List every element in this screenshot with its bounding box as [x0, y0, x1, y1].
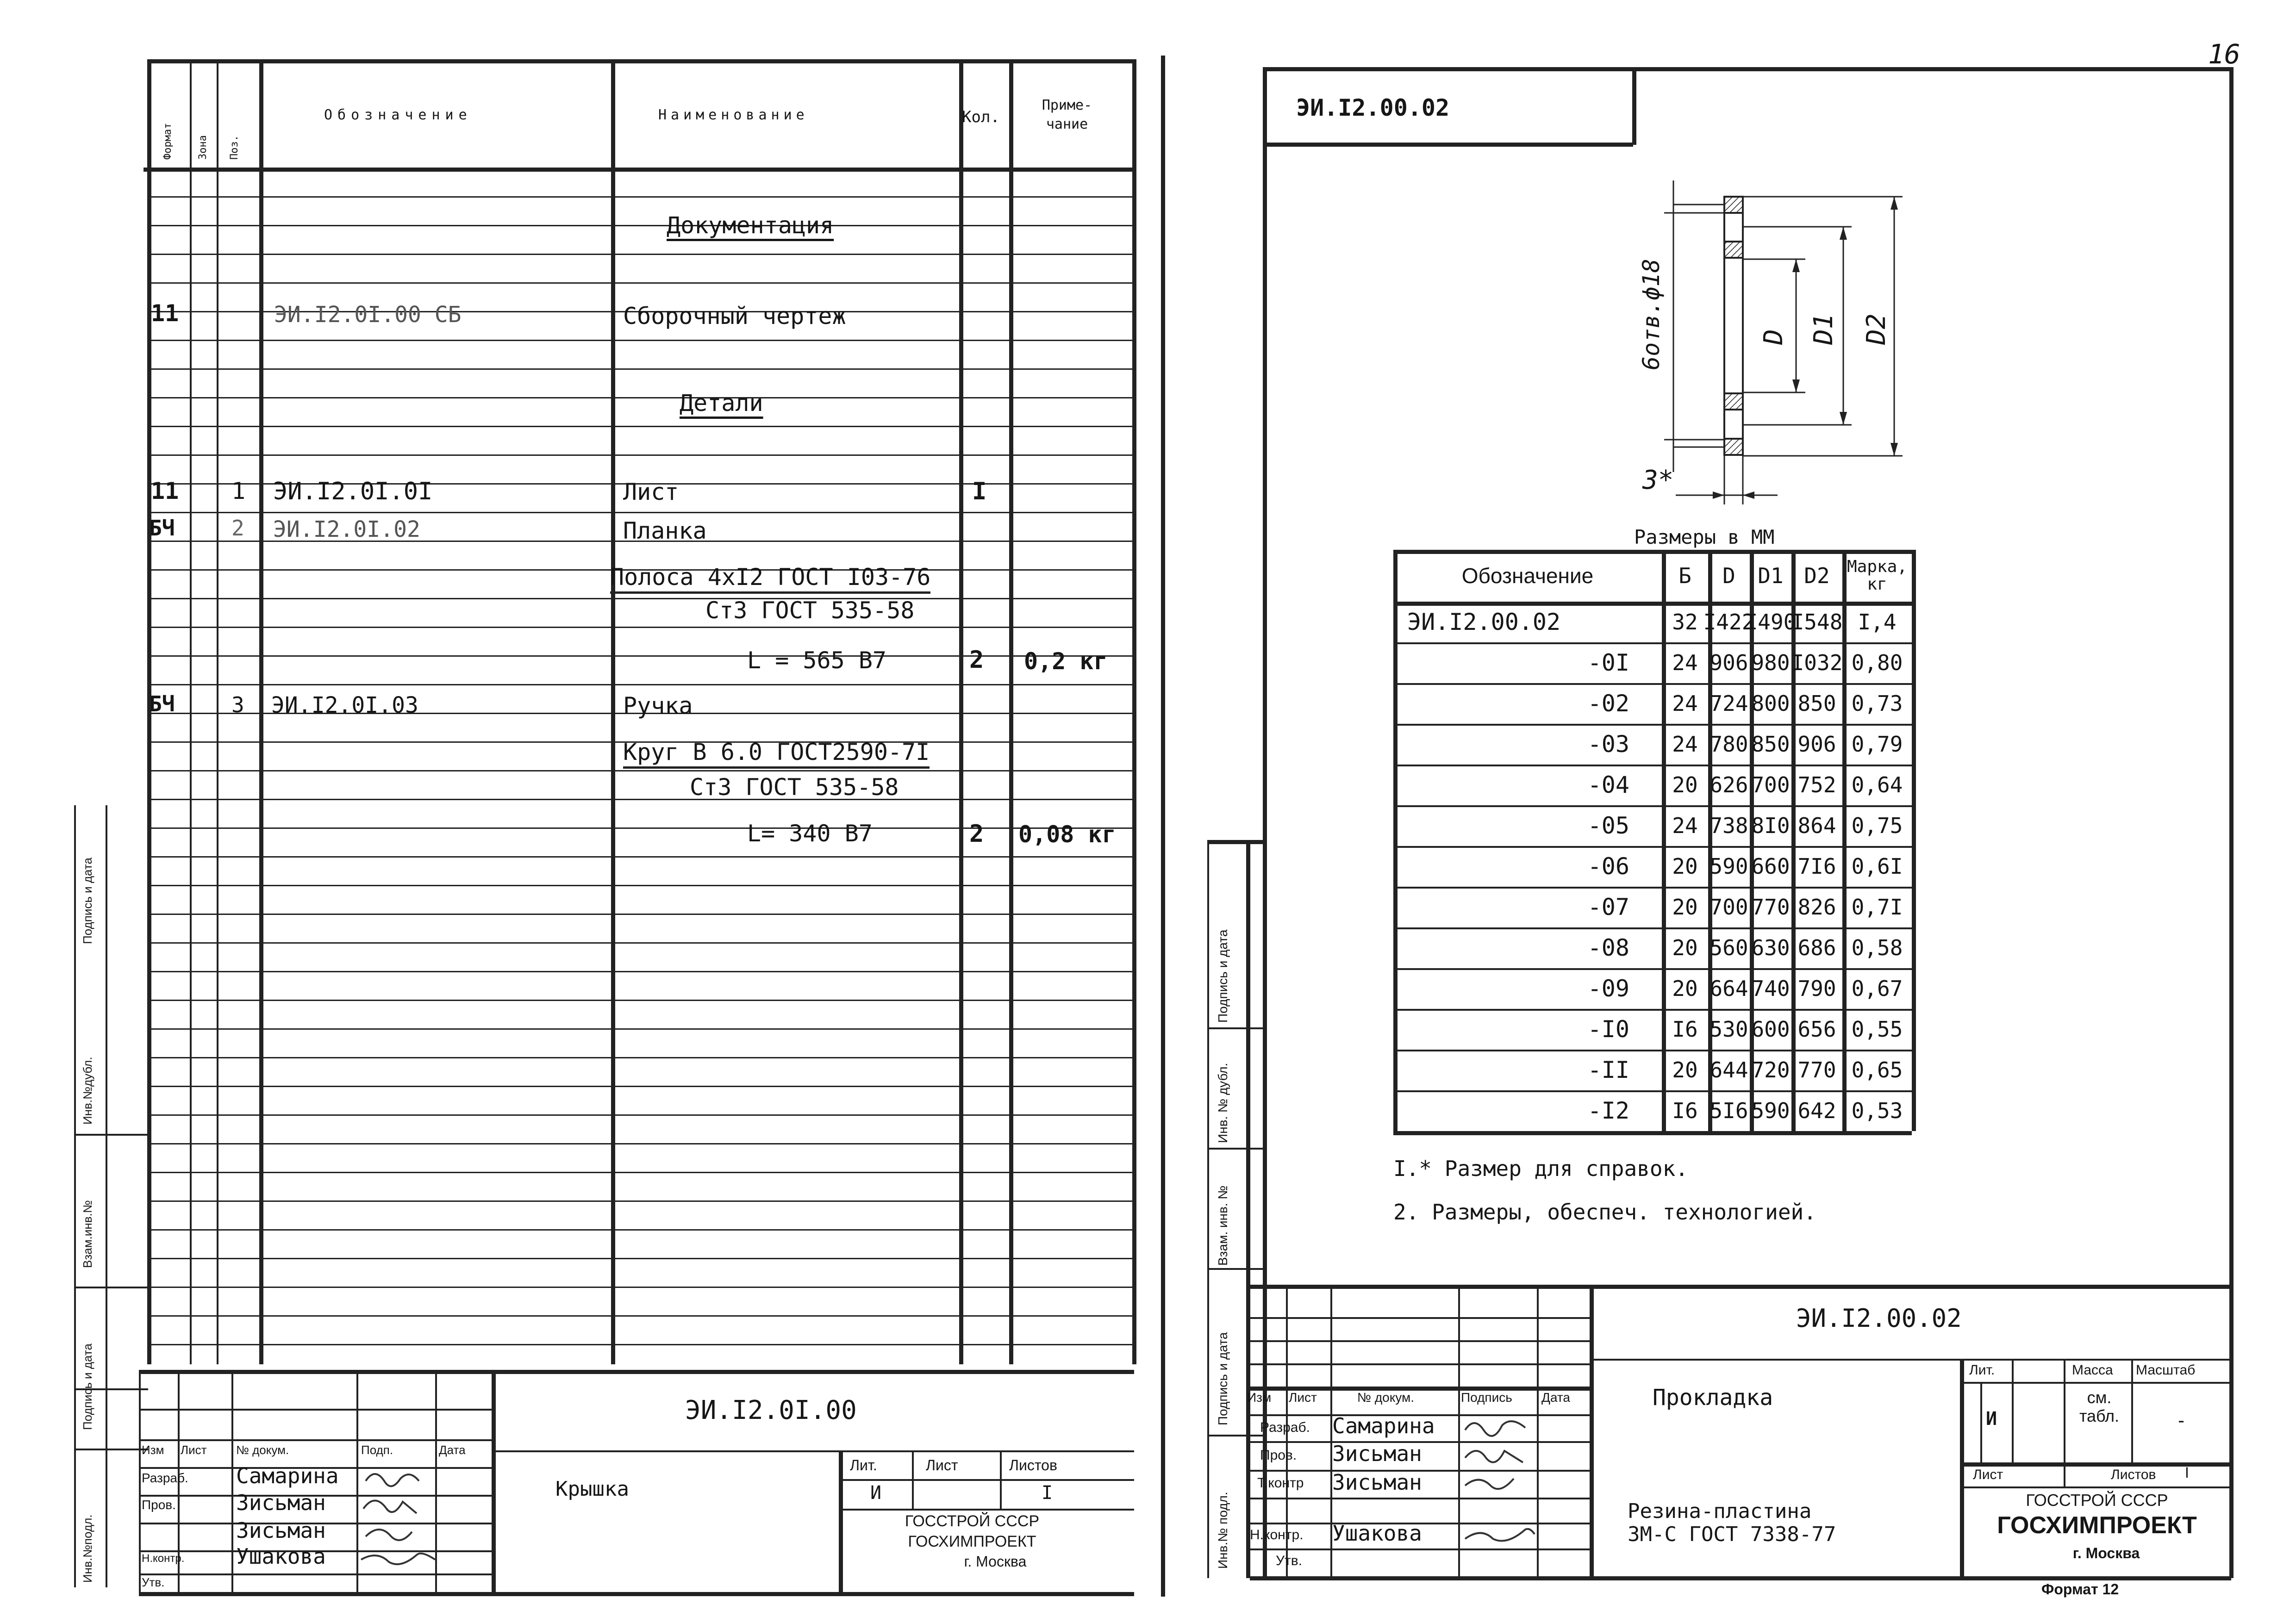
dim-d-label: D — [1759, 329, 1789, 345]
table-value-cell: 24 — [1672, 650, 1698, 675]
signature-scribbles — [356, 1467, 444, 1573]
table-value-cell: I490 — [1745, 609, 1797, 634]
section-parts: Детали — [680, 390, 763, 417]
tb-role: Разраб. — [142, 1471, 188, 1485]
spec-row-line — [147, 282, 1134, 284]
table-value-cell: 24 — [1672, 732, 1698, 757]
tb-role: Т.контр — [1257, 1475, 1304, 1491]
tb-person: Самарина — [236, 1463, 339, 1488]
left-stamp-4: Инв.№дубл. — [81, 1057, 94, 1125]
table-value-cell: 0,65 — [1851, 1057, 1903, 1082]
spec-row-line — [147, 454, 1134, 456]
dim-d2-label: D2 — [1861, 313, 1891, 345]
table-value-cell: 530 — [1710, 1017, 1748, 1042]
right-stamp-2: Подпись и дата — [1216, 1332, 1230, 1425]
tb-org-3: г. Москва — [964, 1553, 1027, 1570]
table-designation-cell: -I0 — [1587, 1016, 1629, 1043]
table-value-cell: 660 — [1751, 854, 1790, 879]
spec-row-line — [147, 1172, 1134, 1173]
table-value-cell: 720 — [1751, 1057, 1790, 1082]
spec-row-line — [147, 1086, 1134, 1087]
header-name: Наименование — [658, 107, 809, 123]
table-header-cell: D1 — [1758, 563, 1784, 588]
row-name: L = 565 В7 — [747, 647, 887, 674]
spec-row-line — [147, 368, 1134, 370]
table-value-cell: 0,53 — [1851, 1098, 1903, 1123]
tb-org-2: ГОСХИМПРОЕКТ — [1997, 1512, 2197, 1539]
material-1: Резина-пластина — [1628, 1499, 1812, 1523]
spec-row-line — [147, 254, 1134, 255]
row-name: L= 340 В7 — [747, 820, 873, 847]
title-designation: ЭИ.I2.00.02 — [1796, 1304, 1962, 1333]
row-qty: I — [972, 478, 987, 505]
table-value-cell: 0,6I — [1851, 854, 1903, 879]
table-header-cell: Обозначение — [1461, 564, 1594, 588]
table-header-cell: Марка, кг — [1847, 557, 1908, 594]
tb-lit-value: И — [870, 1482, 882, 1504]
table-value-cell: 738 — [1710, 813, 1748, 838]
table-value-cell: 20 — [1672, 772, 1698, 797]
table-value-cell: 826 — [1797, 895, 1836, 920]
tb-person: Зисьман — [1332, 1441, 1422, 1466]
table-value-cell: 724 — [1710, 691, 1748, 716]
table-value-cell: 24 — [1672, 813, 1698, 838]
row-designation: ЭИ.I2.0I.00 СБ — [274, 302, 462, 328]
page-number: 16 — [2208, 38, 2240, 70]
table-value-cell: I6 — [1672, 1017, 1698, 1042]
right-stamp-5: Подпись и дата — [1216, 929, 1230, 1023]
left-stamp-2: Подпись и дата — [81, 1343, 94, 1430]
section-documentation: Документация — [667, 212, 834, 239]
holes-label: 6отв.ϕ18 — [1638, 259, 1665, 370]
row-pos: 2 — [231, 516, 244, 541]
table-value-cell: I,4 — [1858, 609, 1897, 634]
header-designation: Обозначение — [324, 107, 472, 123]
header-note: Приме- чание — [1042, 97, 1092, 132]
row-qty: 2 — [969, 646, 984, 674]
table-value-cell: 20 — [1672, 895, 1698, 920]
tb-role: Н.контр. — [1250, 1527, 1304, 1542]
table-value-cell: 590 — [1710, 854, 1748, 879]
table-designation-cell: -09 — [1587, 975, 1629, 1002]
table-designation-cell: -02 — [1587, 690, 1629, 717]
table-value-cell: 630 — [1751, 935, 1790, 960]
table-value-cell: I032 — [1791, 650, 1843, 675]
row-name: Ручка — [623, 692, 693, 719]
tb-sheets-label: Листов — [2111, 1467, 2156, 1482]
table-designation-cell: -06 — [1587, 853, 1629, 880]
tb-header: Лист — [181, 1443, 207, 1457]
table-value-cell: 752 — [1797, 772, 1836, 797]
tb-header: Лист — [1289, 1390, 1317, 1405]
header-format: Формат — [162, 123, 174, 160]
table-value-cell: 980 — [1751, 650, 1790, 675]
table-designation-cell: -II — [1587, 1057, 1629, 1083]
row-pos: 3 — [231, 692, 244, 717]
tb-person: Зисьман — [236, 1490, 326, 1515]
table-value-cell: I422 — [1703, 609, 1755, 634]
dim-d1-label: D1 — [1809, 313, 1839, 345]
table-value-cell: 656 — [1797, 1017, 1836, 1042]
table-value-cell: 770 — [1751, 895, 1790, 920]
spec-row-line — [147, 627, 1134, 628]
right-stamp-1: Инв.№ подл. — [1216, 1492, 1230, 1569]
table-designation-cell: -08 — [1587, 934, 1629, 961]
table-value-cell: 850 — [1797, 691, 1836, 716]
table-value-cell: 20 — [1672, 976, 1698, 1001]
spec-row-line — [147, 914, 1134, 915]
spec-row-line — [147, 1028, 1134, 1030]
table-value-cell: 0,7I — [1851, 895, 1903, 920]
tb-person: Ушакова — [1332, 1521, 1422, 1546]
row-name: Лист — [623, 479, 679, 505]
note-1: I.* Размер для справок. — [1393, 1156, 1688, 1181]
table-value-cell: 0,64 — [1851, 772, 1903, 797]
table-value-cell: 686 — [1797, 935, 1836, 960]
spec-row-line — [147, 426, 1134, 427]
table-header-cell: D2 — [1804, 563, 1830, 588]
table-value-cell: 0,67 — [1851, 976, 1903, 1001]
table-value-cell: 0,79 — [1851, 732, 1903, 757]
table-value-cell: 0,80 — [1851, 650, 1903, 675]
title-designation: ЭИ.I2.0I.00 — [685, 1395, 857, 1425]
tb-person: Зисьман — [1332, 1470, 1422, 1495]
spec-row-line — [147, 942, 1134, 944]
spec-row-line — [147, 827, 1134, 829]
tb-org-3: г. Москва — [2072, 1545, 2140, 1561]
tb-org-1: ГОССТРОЙ СССР — [2026, 1491, 2168, 1510]
table-designation-cell: -0I — [1587, 649, 1629, 676]
table-value-cell: 644 — [1710, 1057, 1748, 1082]
tb-person: Самарина — [1332, 1413, 1435, 1438]
signature-scribbles — [1458, 1412, 1541, 1550]
table-value-cell: 600 — [1751, 1017, 1790, 1042]
tb-role: Утв. — [1276, 1553, 1303, 1568]
table-value-cell: 7I6 — [1797, 854, 1836, 879]
spec-row-line — [147, 1143, 1134, 1144]
tb-sheet-label: Лист — [1973, 1467, 2003, 1482]
header-qty: Кол. — [962, 108, 1000, 126]
spec-row-line — [147, 1200, 1134, 1202]
spec-row-line — [147, 1229, 1134, 1231]
table-value-cell: 0,75 — [1851, 813, 1903, 838]
spec-row-line — [147, 885, 1134, 886]
table-value-cell: 0,73 — [1851, 691, 1903, 716]
row-name: Круг В 6.0 ГОСТ2590-7I — [623, 740, 930, 769]
tb-role: Пров. — [142, 1498, 176, 1512]
table-rule — [1393, 1131, 1912, 1135]
table-value-cell: 770 — [1797, 1057, 1836, 1082]
table-value-cell: 700 — [1751, 772, 1790, 797]
spec-row-line — [147, 340, 1134, 341]
row-format: БЧ — [149, 516, 175, 541]
table-value-cell: 20 — [1672, 1057, 1698, 1082]
table-value-cell: 20 — [1672, 854, 1698, 879]
tb-lit-value: И — [1986, 1408, 1997, 1430]
material-2: 3М-С ГОСТ 7338-77 — [1628, 1523, 1836, 1546]
row-qty: 2 — [969, 820, 984, 848]
row-name: Сборочный чертеж — [623, 303, 846, 330]
table-value-cell: 800 — [1751, 691, 1790, 716]
table-value-cell: 780 — [1710, 732, 1748, 757]
table-designation-cell: -04 — [1587, 771, 1629, 798]
row-designation: ЭИ.I2.0I.02 — [273, 516, 420, 542]
table-value-cell: 0,58 — [1851, 935, 1903, 960]
table-designation-cell: ЭИ.I2.00.02 — [1407, 609, 1561, 635]
left-stamp-3: Взам.инв.№ — [81, 1200, 94, 1268]
tb-header: Подп. — [361, 1443, 393, 1457]
row-note: 0,2 кг — [1024, 648, 1108, 675]
table-value-cell: 850 — [1751, 732, 1790, 757]
table-value-cell: 740 — [1751, 976, 1790, 1001]
spec-row-line — [147, 684, 1134, 685]
row-pos: 1 — [231, 478, 246, 504]
table-value-cell: 642 — [1797, 1098, 1836, 1123]
table-rule — [1912, 550, 1916, 1131]
tb-header: Изм — [142, 1443, 164, 1457]
tb-org-2: ГОСХИМПРОЕКТ — [908, 1533, 1036, 1550]
table-designation-cell: -I2 — [1587, 1097, 1629, 1124]
table-value-cell: 700 — [1710, 895, 1748, 920]
row-name: Ст3 ГОСТ 535-58 — [705, 597, 915, 624]
left-stamp-1: Инв.№подл. — [81, 1514, 94, 1583]
spec-row-line — [147, 397, 1134, 398]
table-value-cell: 664 — [1710, 976, 1748, 1001]
spec-row-line — [147, 799, 1134, 800]
table-designation-cell: -03 — [1587, 731, 1629, 758]
table-header-cell: D — [1722, 563, 1735, 588]
spec-row-line — [147, 971, 1134, 972]
note-2: 2. Размеры, обеспеч. технологией. — [1393, 1200, 1816, 1225]
table-value-cell: I548 — [1791, 609, 1843, 634]
tb-mass-label: Масса — [2072, 1362, 2113, 1378]
tb-sheets-value: I — [2185, 1464, 2189, 1481]
title-name: Прокладка — [1653, 1385, 1773, 1411]
tb-header: № докум. — [1357, 1390, 1415, 1405]
tb-header: № докум. — [236, 1443, 289, 1457]
tb-header: Дата — [1541, 1390, 1571, 1405]
tb-sheet-label: Лист — [926, 1457, 958, 1474]
title-name: Крышка — [555, 1477, 629, 1501]
spec-row-line — [147, 225, 1134, 226]
table-designation-cell: -05 — [1587, 812, 1629, 839]
table-value-cell: 906 — [1710, 650, 1748, 675]
sheet-divider — [1161, 56, 1165, 1597]
table-header-cell: Б — [1678, 563, 1691, 588]
spec-row-line — [147, 1258, 1134, 1259]
tb-role: Н.контр. — [142, 1552, 185, 1565]
tb-sheets-label: Листов — [1009, 1457, 1057, 1474]
spec-row-line — [147, 598, 1134, 599]
tb-role: Пров. — [1260, 1448, 1297, 1463]
row-designation: ЭИ.I2.0I.0I — [273, 478, 433, 505]
left-stamp-5: Подпись и дата — [81, 857, 94, 944]
table-value-cell: 560 — [1710, 935, 1748, 960]
spec-row-line — [147, 1315, 1134, 1317]
table-value-cell: 626 — [1710, 772, 1748, 797]
row-format: 11 — [151, 300, 179, 327]
tb-person: Зисьман — [236, 1518, 326, 1543]
tb-lit-label: Лит. — [850, 1457, 877, 1474]
row-designation: ЭИ.I2.0I.03 — [271, 692, 418, 718]
row-name: Планка — [623, 517, 707, 544]
thickness-label: 3* — [1642, 465, 1674, 495]
table-value-cell: 0,55 — [1851, 1017, 1903, 1042]
row-format: БЧ — [149, 691, 175, 716]
tb-person: Ушакова — [236, 1544, 326, 1569]
table-value-cell: 5I6 — [1710, 1098, 1748, 1123]
table-value-cell: 906 — [1797, 732, 1836, 757]
spec-row-line — [147, 1057, 1134, 1058]
tb-sheets-value: I — [1042, 1482, 1053, 1504]
tb-org-1: ГОССТРОЙ СССР — [905, 1512, 1040, 1530]
spec-row-line — [147, 196, 1134, 198]
spec-row-line — [147, 770, 1134, 771]
table-value-cell: 864 — [1797, 813, 1836, 838]
spec-row-line — [147, 1344, 1134, 1345]
tb-scale-value: - — [2176, 1410, 2187, 1431]
table-designation-cell: -07 — [1587, 894, 1629, 920]
spec-row-line — [147, 655, 1134, 657]
row-note: 0,08 кг — [1018, 821, 1116, 848]
header-pos: Поз. — [229, 135, 240, 160]
table-caption: Размеры в ММ — [1634, 526, 1775, 548]
spec-row-line — [147, 512, 1134, 513]
tb-role: Утв. — [142, 1575, 165, 1589]
right-stamp-3: Взам. инв. № — [1216, 1185, 1230, 1266]
table-value-cell: 32 — [1672, 609, 1698, 634]
table-value-cell: 24 — [1672, 691, 1698, 716]
spec-row-line — [147, 1114, 1134, 1116]
table-value-cell: 790 — [1797, 976, 1836, 1001]
table-value-cell: 20 — [1672, 935, 1698, 960]
format-label: Формат 12 — [2041, 1581, 2119, 1598]
table-value-cell: 8I0 — [1751, 813, 1790, 838]
row-name: Ст3 ГОСТ 535-58 — [690, 774, 899, 801]
tb-header: Подпись — [1461, 1390, 1512, 1405]
header-zone: Зона — [197, 135, 209, 160]
right-stamp-4: Инв. № дубл. — [1216, 1063, 1230, 1143]
tb-lit-label: Лит. — [1969, 1362, 1995, 1378]
row-name: Полоса 4хI2 ГОСТ I03-76 — [610, 566, 930, 594]
row-format: 11 — [151, 478, 179, 504]
tb-scale-label: Масштаб — [2136, 1362, 2196, 1378]
tb-header: Дата — [439, 1443, 466, 1457]
spec-row-line — [147, 1000, 1134, 1001]
tb-header: Изм — [1247, 1390, 1272, 1405]
table-value-cell: I6 — [1672, 1098, 1698, 1123]
top-designation: ЭИ.I2.00.02 — [1296, 94, 1450, 121]
tb-role: Разраб. — [1260, 1420, 1310, 1435]
spec-row-line — [147, 856, 1134, 858]
tb-mass-value: см. табл. — [2079, 1388, 2120, 1425]
table-value-cell: 590 — [1751, 1098, 1790, 1123]
spec-row-line — [147, 1287, 1134, 1288]
